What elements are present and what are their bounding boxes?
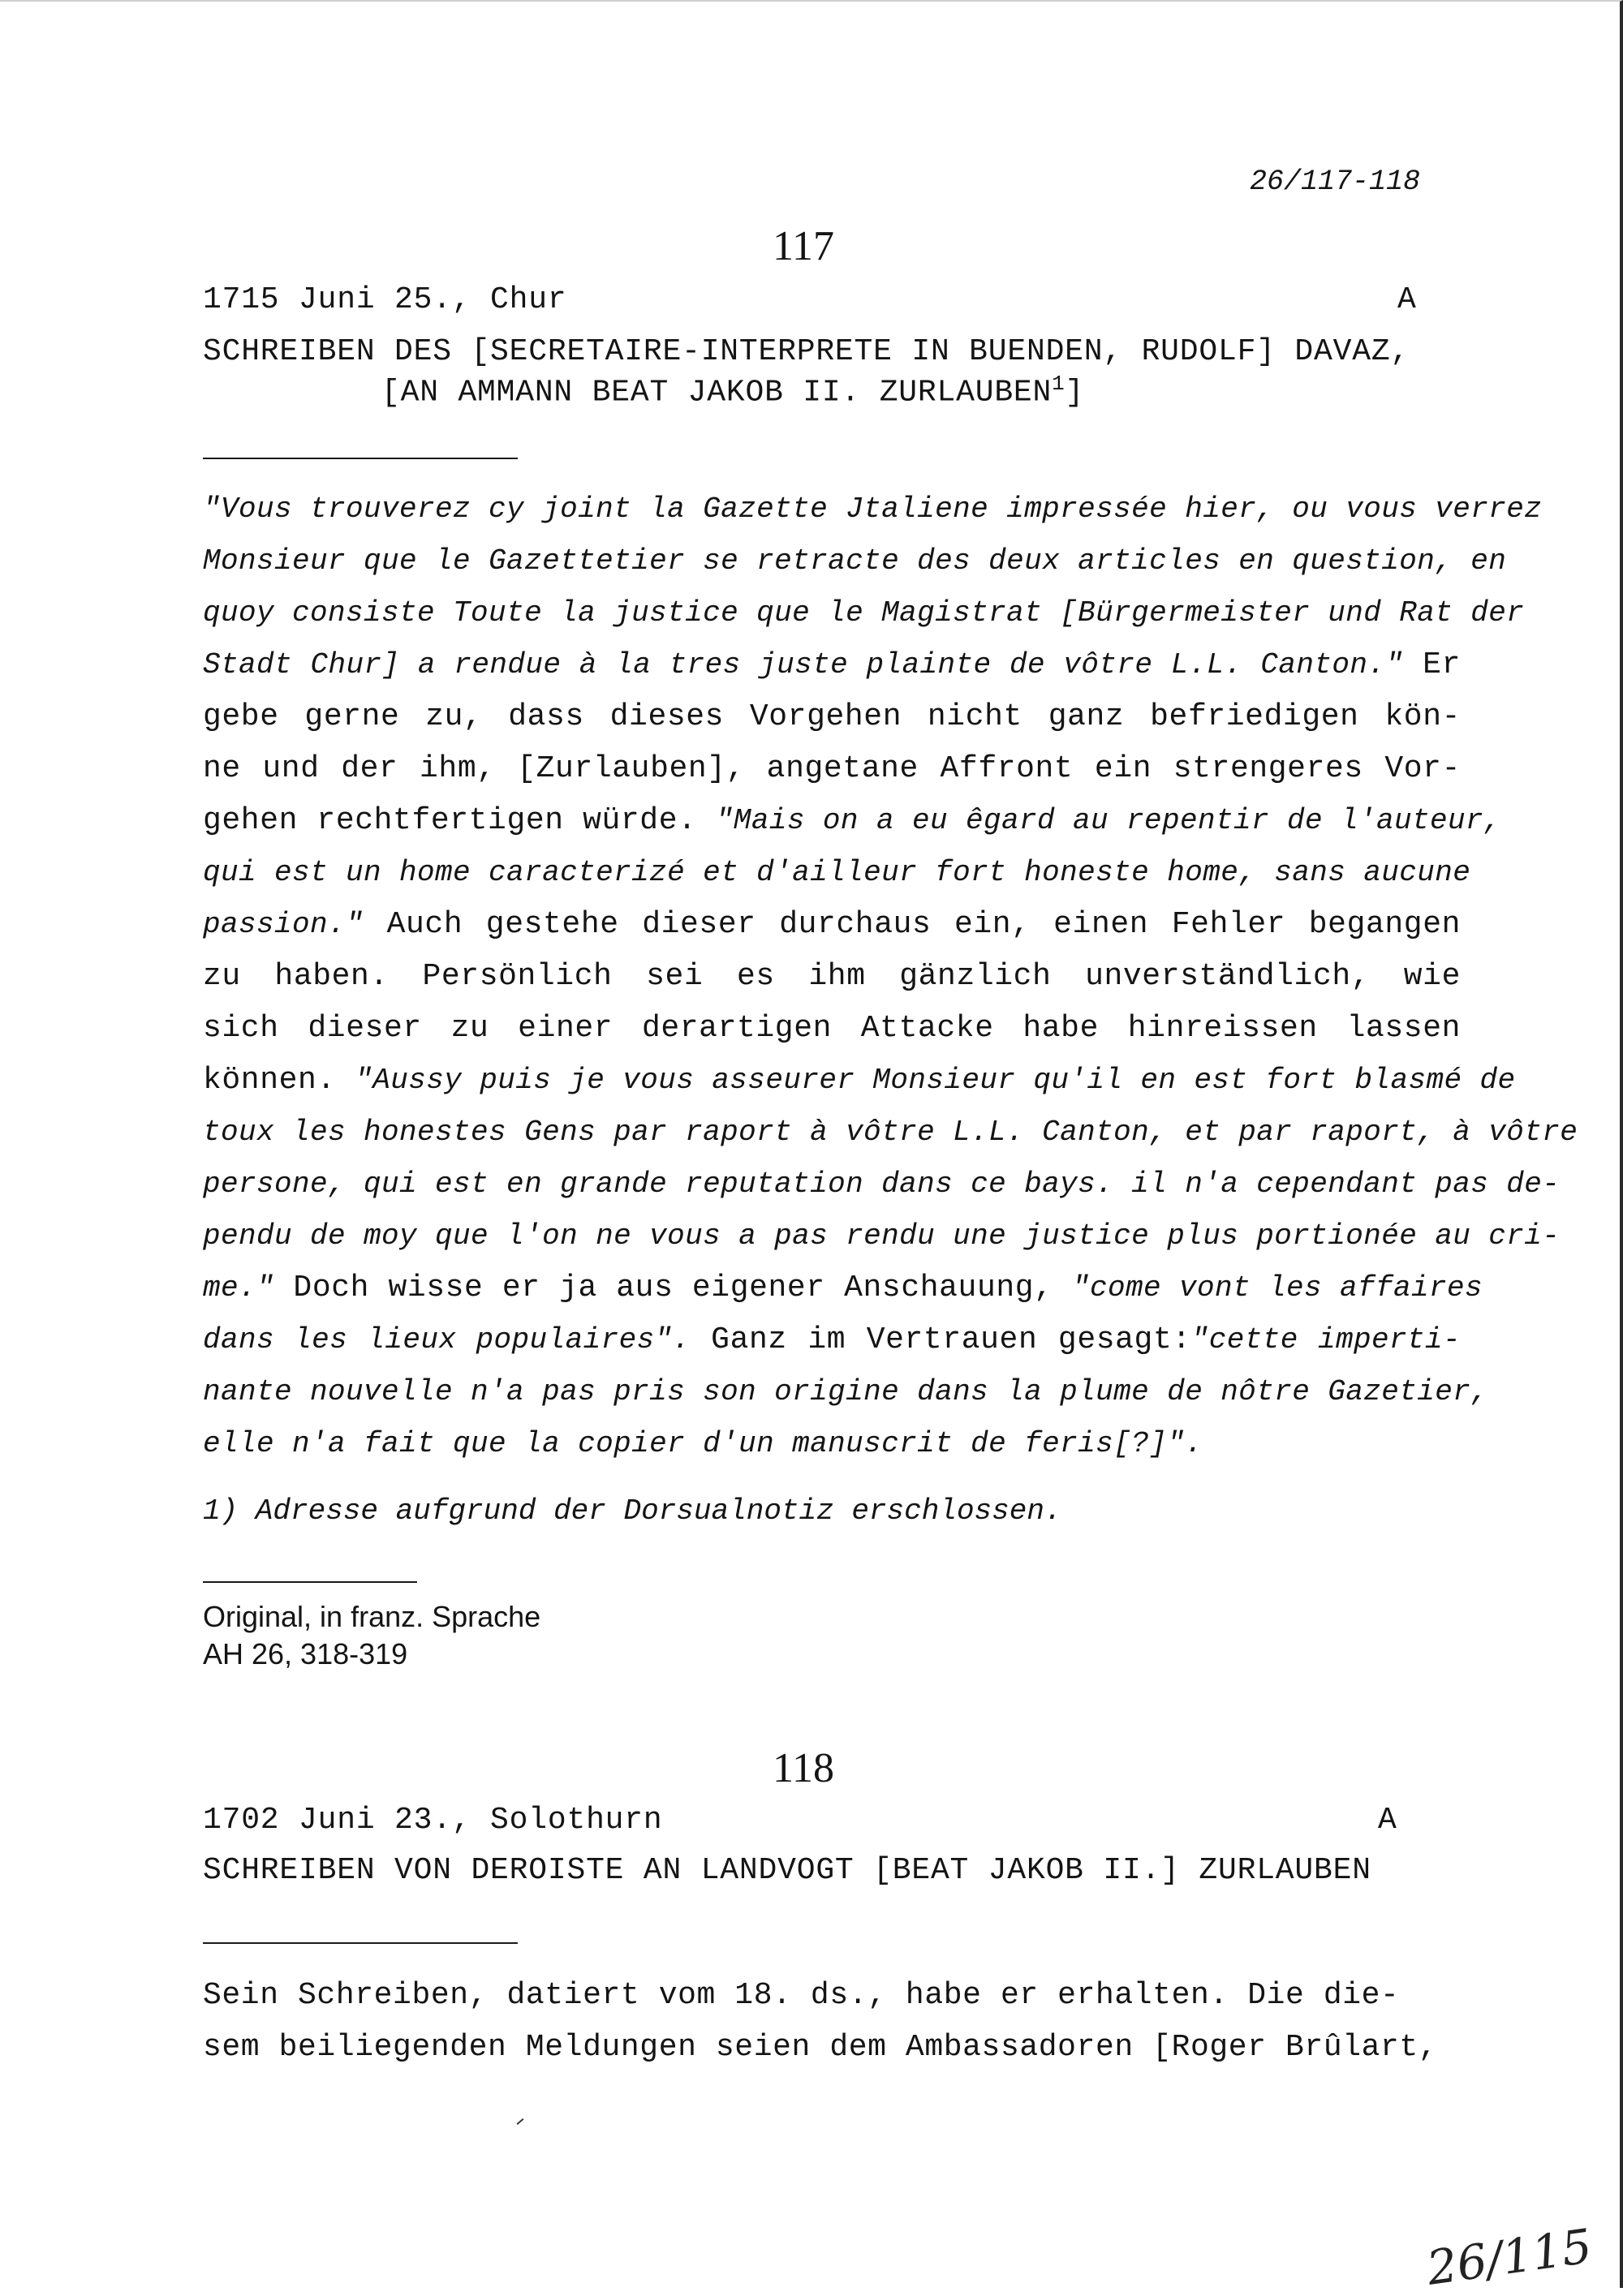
divider-rule bbox=[203, 458, 518, 459]
document-number-118: 118 bbox=[772, 1745, 835, 1791]
french-quote-segment: Monsieur que le Gazettetier se retracte des deux articles en question, en bbox=[203, 544, 1507, 578]
type-mark-118: A bbox=[1378, 1803, 1397, 1838]
text-line: sem beiliegenden Meldungen seien dem Ambassadoren [Roger Brûlart, bbox=[203, 2030, 1438, 2065]
text-line bbox=[203, 1159, 1561, 1210]
text-line bbox=[203, 1210, 1561, 1262]
text-line: Sein Schreiben, datiert vom 18. ds., habe er erhalten. Die die- bbox=[203, 1978, 1400, 2013]
french-quote-segment: toux les honestes Gens par raport à vôtre L.L. Canton, et par raport, à vôtre bbox=[203, 1116, 1578, 1149]
text-line bbox=[203, 1055, 1516, 1107]
body-text-117 bbox=[203, 484, 1578, 1470]
text-line bbox=[203, 951, 1461, 1003]
body-text-118 bbox=[203, 1970, 1461, 2074]
french-quote-segment: "Mais on a eu êgard au repentir de l'auteur, bbox=[715, 804, 1502, 837]
german-text-segment: sich dieser zu einer derartigen Attacke habe hinreissen lassen bbox=[203, 1011, 1461, 1046]
text-line bbox=[203, 587, 1525, 639]
handwritten-page-number: 26/115 bbox=[1423, 2218, 1595, 2296]
german-text-segment: ne und der ihm, [Zurlauben], angetane Affront ein strengeres Vor- bbox=[203, 751, 1461, 786]
german-text-segment: Er bbox=[1403, 647, 1461, 682]
divider-rule bbox=[203, 1942, 518, 1944]
french-quote-segment: quoy consiste Toute la justice que le Magistrat [Bürgermeister und Rat der bbox=[203, 596, 1525, 630]
text-line bbox=[203, 484, 1543, 535]
date-place-118: 1702 Juni 23., Solothurn bbox=[203, 1803, 663, 1838]
document-number-117: 117 bbox=[772, 223, 835, 269]
french-quote-segment: passion." bbox=[203, 908, 364, 941]
text-line bbox=[203, 691, 1461, 743]
german-text-segment: Ganz im Vertrauen gesagt: bbox=[690, 1322, 1191, 1357]
title-line1-117: SCHREIBEN DES [SECRETAIRE-INTERPRETE IN BUENDEN, RUDOLF] DAVAZ, bbox=[203, 334, 1410, 369]
french-quote-segment: qui est un home caracterizé et d'ailleur fort honeste home, sans aucune bbox=[203, 856, 1471, 889]
german-text-segment: gehen rechtfertigen würde. bbox=[203, 803, 716, 838]
source-line2-117: AH 26, 318-319 bbox=[203, 1637, 408, 1670]
french-quote-segment: persone, qui est en grande reputation dans ce bays. il n'a cependant pas de- bbox=[203, 1167, 1561, 1201]
divider-rule bbox=[203, 1581, 417, 1583]
german-text-segment: Auch gestehe dieser durchaus ein, einen Fehler begangen bbox=[364, 907, 1461, 942]
text-line bbox=[203, 639, 1461, 691]
french-quote-segment: dans les lieux populaires". bbox=[203, 1323, 691, 1357]
title-line1-118: SCHREIBEN VON DEROISTE AN LANDVOGT [BEAT JAKOB II.] ZURLAUBEN bbox=[203, 1853, 1371, 1888]
text-line bbox=[203, 795, 1502, 847]
french-quote-segment: "Vous trouverez cy joint la Gazette Jtaliene impressée hier, ou vous verrez bbox=[203, 492, 1543, 526]
title-line2-117: [AN AMMANN BEAT JAKOB II. ZURLAUBEN$^1$] bbox=[381, 372, 1085, 411]
source-line1-117: Original, in franz. Sprache bbox=[203, 1600, 541, 1633]
french-quote-segment: "Aussy puis je vous asseurer Monsieur qu'il en est fort blasmé de bbox=[355, 1064, 1516, 1097]
type-mark-117: A bbox=[1397, 282, 1417, 317]
french-quote-segment: pendu de moy que l'on ne vous a pas rendu une justice plus portionée au cri- bbox=[203, 1219, 1561, 1253]
archive-reference: 26/117-118 bbox=[1250, 166, 1421, 198]
text-line bbox=[203, 1262, 1483, 1314]
date-place-117: 1715 Juni 25., Chur bbox=[203, 282, 567, 317]
french-quote-segment: Stadt Chur] a rendue à la tres juste plainte de vôtre L.L. Canton." bbox=[203, 648, 1404, 681]
german-text-segment: zu haben. Persönlich sei es ihm gänzlich unverständlich, wie bbox=[203, 959, 1461, 994]
text-line bbox=[203, 847, 1471, 899]
text-line bbox=[203, 1366, 1489, 1418]
german-text-segment: können. bbox=[203, 1063, 355, 1098]
text-line bbox=[203, 899, 1461, 951]
french-quote-segment: "come vont les affaires bbox=[1071, 1271, 1483, 1305]
text-line bbox=[203, 1314, 1461, 1366]
french-quote-segment: nante nouvelle n'a pas pris son origine dans la plume de nôtre Gazetier, bbox=[203, 1375, 1489, 1408]
footnote-mark: 1 bbox=[1052, 372, 1065, 396]
french-quote-segment: "cette imperti- bbox=[1190, 1323, 1461, 1357]
german-text-segment: gebe gerne zu, dass dieses Vorgehen nicht ganz befriedigen kön- bbox=[203, 699, 1461, 734]
text-line bbox=[203, 1107, 1578, 1159]
french-quote-segment: me." bbox=[203, 1271, 275, 1305]
german-text-segment: Doch wisse er ja aus eigener Anschauung, bbox=[274, 1271, 1072, 1305]
text-line bbox=[203, 1418, 1461, 1470]
text-line bbox=[203, 535, 1507, 587]
text-line bbox=[203, 1003, 1461, 1055]
text-line bbox=[203, 743, 1461, 795]
french-quote-segment: elle n'a fait que la copier d'un manuscrit de feris[?]". bbox=[203, 1427, 1203, 1460]
footnote-117: 1) Adresse aufgrund der Dorsualnotiz erschlossen. bbox=[203, 1494, 1062, 1528]
